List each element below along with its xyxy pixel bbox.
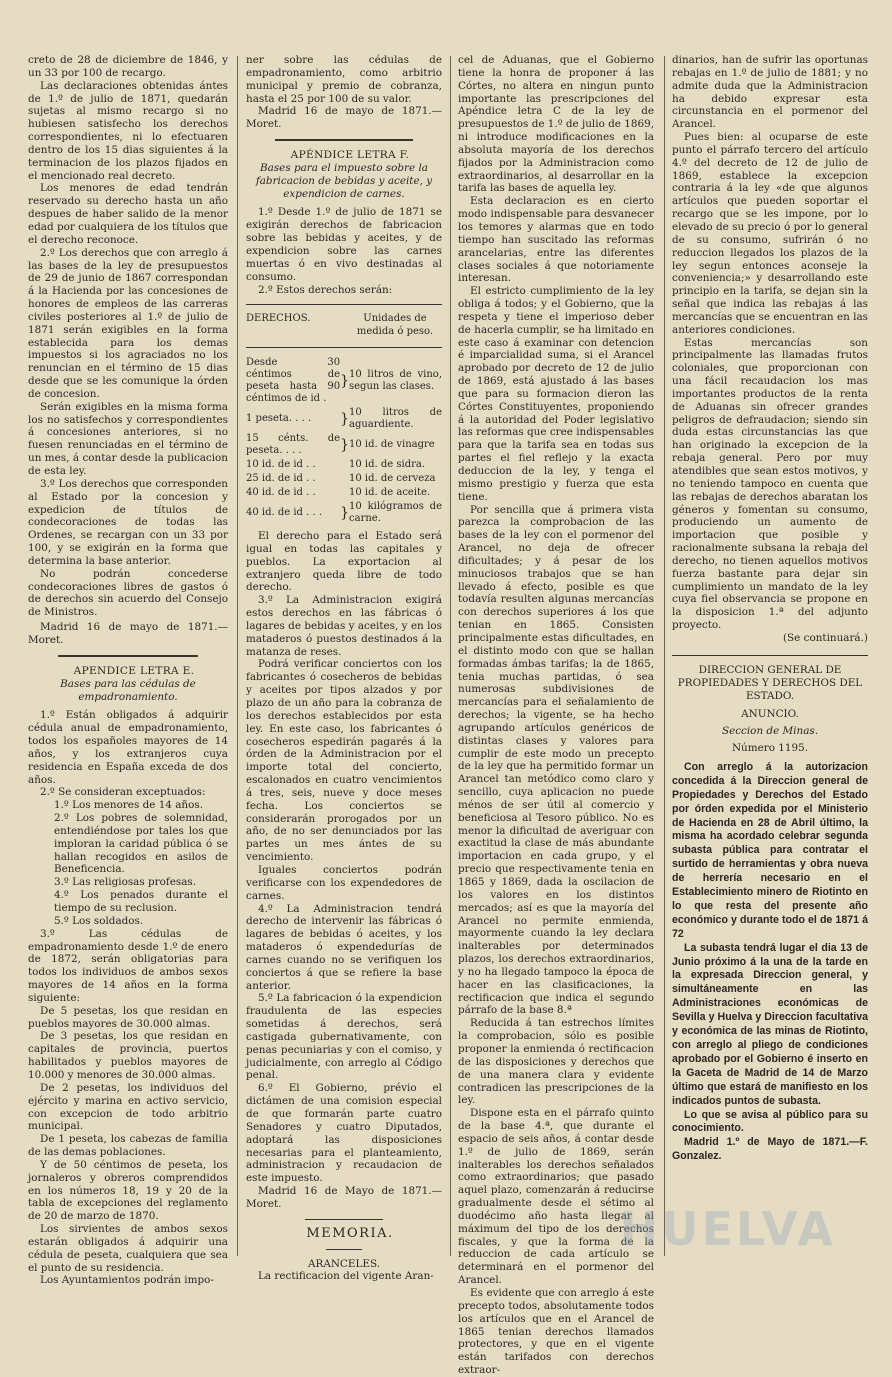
brace-glyph: }: [340, 411, 349, 428]
paragraph: De 2 pesetas, los individuos del ejército y marina en activo servicio, con excepcion de todo arbitrio municipal.: [28, 1081, 228, 1133]
table-row: [246, 500, 442, 526]
brace-glyph: }: [340, 373, 349, 390]
paragraph: 1.º Desde 1.º de julio de 1871 se exigirán derechos de fabricacion sobre las bebidas y aceites, y de expendicion sobre las carnes muertas ó en vivo destinadas al consumo.: [246, 206, 442, 283]
table-cell: Desde 30 céntimos de peseta hasta 90 céntimos de id .: [246, 357, 341, 405]
paragraph: Las declaraciones obtenidas ántes de 1.º de julio de 1871, quedarán sujetas al mismo recargo si no hubiesen satisfecho los derechos correspondientes, ni lo efectuaren dentro de los 15 dias siguientes á la terminacion de los plazos fijados en el mencionado real decreto.: [28, 79, 228, 182]
paragraph: De 1 peseta, los cabezas de familia de las demas poblaciones.: [28, 1133, 228, 1159]
table-cell: 10 id. de vinagre: [349, 439, 435, 451]
aranceles-heading: ARANCELES.: [308, 1257, 380, 1270]
appendix-subheading: Bases para las cédulas de empadronamiento.: [60, 677, 196, 703]
table-cell: 10 id. de aceite.: [349, 487, 431, 499]
section-rule: [672, 655, 868, 656]
paragraph: 6.º El Gobierno, prévio el dictámen de una comision especial de que formarán parte cuatro Senadores y cuatro Diputados, adoptará las disposiciones necesarias para el planteamiento, administracion y recaudacion de este impuesto.: [246, 1082, 442, 1185]
list-item: 3.º Las religiosas profesas.: [54, 876, 197, 889]
paragraph: dinarios, han de sufrir las oportunas rebajas en 1.º de julio de 1881; y no admite duda que la Administracion ha debido expresar esta circunstancia en el pormenor del Arancel.: [672, 54, 868, 131]
signature-line: Madrid 16 de mayo de 1871.—Moret.: [28, 621, 228, 646]
table-cell: 10 id. de id . .: [246, 459, 316, 471]
paragraph: 2.º Se consideran exceptuados:: [40, 786, 206, 799]
table-row: [246, 406, 442, 432]
section-rule: [326, 1249, 361, 1250]
brace-glyph: }: [340, 437, 349, 454]
paragraph: cel de Aduanas, que el Gobierno tiene la honra de proponer á las Córtes, no altera en ningun punto importante las prescripciones del Apéndice letra C de la ley de presupuestos de 1.º de julio de 1869, ni introduce modificaciones en la absoluta mayoría de los derechos fijados por la Administracion como extraordinarios, al desarrollar en la tarifa las bases de aquella ley.: [458, 54, 654, 195]
table-cell: 1 peseta. . . .: [246, 413, 312, 425]
table-header-unidades: Unidades de medida ó peso.: [356, 313, 434, 338]
paragraph: El estricto cumplimiento de la ley obliga á todos; y el Gobierno, que la respeta y tiene el imperioso deber de hacerla cumplir, se ha limitado en este caso á examinar con detencion é imparcialidad suma, si el Arancel aprobado por decreto de 12 de julio de 1869, está ajustado á las bases que para su formacion dieron las Córtes Constituyentes, proponiendo á la autoridad del Poder legislativo las reformas que cree indispensables para que la tarifa sea en todas sus partes el fiel reflejo y la exacta deduccion de la ley, y tenga el mismo prestigio y fuerza que esta tiene.: [458, 285, 655, 503]
paragraph: 3.º Las cédulas de empadronamiento desde 1.º de enero de 1872, serán obligatorias para todos los individuos de ambos sexos mayores de 14 años en la forma siguiente:: [28, 927, 228, 1004]
table-cell: 10 litros de aguardiente.: [349, 407, 442, 431]
paragraph: Serán exigibles en la misma forma los no satisfechos y correspondientes á concesiones anteriores, si no fuesen renunciadas en el término de un mes, á contar desde la publicacion de esta ley.: [28, 400, 228, 477]
paragraph: creto de 28 de diciembre de 1846, y un 33 por 100 de recargo.: [28, 54, 228, 79]
table-cell: 15 cénts. de peseta. . . .: [246, 433, 341, 457]
table-cell: 10 kilógramos de carne.: [349, 501, 442, 525]
table-cell: 10 litros de vino, segun las clases.: [349, 369, 442, 393]
list-item: 4.º Los penados durante el tiempo de su reclusion.: [54, 889, 228, 914]
paragraph: De 3 pesetas, los que residan en capitales de provincia, puertos habilitados y pueblos mayores de 10.000 y menores de 30.000 almas.: [28, 1030, 228, 1081]
column-2: [246, 54, 442, 1283]
column-3: [458, 54, 655, 1377]
signature-line: Madrid 16 de Mayo de 1871.—Moret.: [246, 1185, 442, 1210]
signature-line: Madrid 16 de mayo de 1871.—Moret.: [246, 105, 442, 131]
continuation-note: (Se continuará.): [783, 631, 868, 644]
paragraph: Es evidente que con arreglo á este precepto todos, absolutamente todos los artículos que en el Arancel de 1865 tenian derechos llamados protectores, y que en el vigente están tarifados con derechos extraor-: [458, 1287, 654, 1377]
column-divider: [664, 56, 665, 1256]
anuncio-heading: ANUNCIO.: [741, 708, 799, 721]
table-cell: 10 id. de sidra.: [349, 459, 426, 471]
announcement-body: [672, 761, 868, 1164]
table-rule: [246, 304, 442, 305]
paragraph: La rectificacion del vigente Aran-: [258, 1270, 434, 1283]
paragraph: Los sirvientes de ambos sexos estarán obligados á adquirir una cédula de peseta, cualquiera que sea el punto de su residencia.: [28, 1223, 228, 1274]
duties-table-header: [246, 313, 442, 339]
list-item: 5.º Los soldados.: [54, 914, 144, 927]
table-header-derechos: DERECHOS.: [246, 313, 311, 325]
paragraph: 2.º Estos derechos serán:: [258, 283, 393, 296]
seccion-heading: Seccion de Minas.: [721, 725, 819, 738]
section-rule: [275, 139, 412, 141]
paragraph: Pues bien: al ocuparse de este punto el párrafo tercero del artículo 4.º del decreto de 12 de julio de 1869, establece la excepcion contraria á la ley «de que algunos artículos que pueden soportar el recargo que se les impone, por lo elevado de su precio ó por lo general de su consumo, sufrirán ó no reduccion llegados los plazos de la ley segun entonces aconseje la conveniencia;» y desarrollando este principio en la tarifa, se dejan sin la señal que indica las rebajas á las mercancías que se encuentran en las anteriores condiciones.: [672, 131, 868, 336]
memoria-heading: MEMORIA.: [306, 1225, 394, 1241]
column-4: [672, 54, 868, 1272]
paragraph: Lo que se avisa al público para su conocimiento.: [672, 1108, 868, 1135]
paragraph: Esta declaracion es en cierto modo indispensable para desvanecer los temores y alarmas que en todo tiempo han suscitado las reformas arancelarias, entre las diferentes clases sociales á que notoriamente interesan.: [458, 195, 654, 285]
library-watermark: HUELVA: [619, 1202, 836, 1256]
paragraph: 1.º Están obligados á adquirir cédula anual de empadronamiento, todos los españoles mayores de 14 años, y los extranjeros cuya residencia en España exceda de dos años.: [28, 709, 228, 786]
column-divider: [237, 56, 238, 1256]
paragraph: No podrán concederse condecoraciones libres de gastos ó de derechos sin acuerdo del Consejo de Ministros.: [28, 567, 228, 619]
paragraph: Por sencilla que á primera vista parezca la comprobacion de las bases de la ley con el pormenor del Arancel, no deja de ofrecer dificultades; y á pesar de los minuciosos trabajos que se han llevado á efecto, posible es que todavía resulten algunas mercancías con derechos superiores á los que tenian en 1865. Consisten principalmente estas dificultades, en el distinto modo con que se hallan formadas ámbas tarifas; la de 1865, tenia muchas partidas, ó sea numerosas subdivisiones de mercancías para el señalamiento de derechos; la vigente, se ha hecho agrupando artículos genéricos de distintas clases y valores para cumplir de este modo un precepto de la ley que ha permitido formar un Arancel tan metódico como claro y sencillo, cuya aplicacion no puede ménos de ser útil al comercio y beneficiosa al Tesoro público. No es menor la dificultad de averiguar con exactitud la clase de más abundante importacion en cada grupo, y el precio que respectivamente tenia en 1865 y 1869, dada la oscilacion de los valores en los distintos mercados; así es que la mayoría del Arancel no permite enmienda, mayormente cuando la ley declara inalterables por determinados plazos, los derechos extraordinarios, y no ha llegado tampoco la época de hacer en las clasificaciones, la rectificacion que indica el segundo párrafo de la base 8.ª: [458, 503, 654, 1017]
table-cell: 25 id. de id . .: [246, 473, 316, 485]
table-row: [246, 458, 442, 472]
table-cell: 40 id. de id . .: [246, 487, 316, 499]
numero-heading: Número 1195.: [731, 742, 809, 755]
paragraph: El derecho para el Estado será igual en todas las capitales y pueblos. La exportacion al extranjero queda libre de todo derecho.: [246, 530, 442, 594]
paragraph: Dispone esta en el párrafo quinto de la base 4.ª, que durante el espacio de seis años, á contar desde 1.º de julio de 1869, serán inalterables los derechos señalados como extraordinarios; que pasado aquel plazo, comenzarán á reducirse gradualmente desde el sétimo al duodécimo año hasta llegar al máximum del tipo de los derechos fiscales, y que la forma de la reduccion de cada artículo se determinará en el pormenor del Arancel.: [458, 1107, 654, 1287]
section-rule: [58, 655, 198, 657]
duties-table: [246, 356, 442, 526]
table-row: [246, 486, 442, 500]
paragraph: Con arreglo á la autorizacion concedida á la Direccion general de Propiedades y Derechos del Estado por órden expedida por el Ministerio de Hacienda en 28 de Abril último, la misma ha acordado celebrar segunda subasta pública para contratar el surtido de herramientas y obra nueva de herrería necesario en el Establecimiento minero de Riotinto en lo que resta del presente año económico y durante todo el de 1871 á 72: [672, 760, 868, 940]
paragraph: Reducida á tan estrechos límites la comprobacion, sólo es posible proponer la enmienda ó rectificacion de las disposiciones y derechos que de una manera clara y evidente contradicen las prescripciones de la ley.: [458, 1017, 654, 1107]
paragraph: Los Ayuntamientos podrán impo-: [40, 1274, 214, 1287]
table-row: [246, 356, 442, 406]
signature-line: Madrid 1.º de Mayo de 1871.—F. Gonzalez.: [672, 1136, 868, 1163]
paragraph: 5.º La fabricacion ó la expendicion fraudulenta de las especies sometidas á derechos, será castigada gubernativamente, con penas pecuniarias y con el comiso, y judicialmente, con arreglo al Código penal.: [246, 992, 442, 1082]
paragraph: ner sobre las cédulas de empadronamiento, como arbitrio municipal y premio de cobranza, hasta el 25 por 100 de su valor.: [246, 54, 442, 105]
table-row: [246, 432, 442, 458]
paragraph: Iguales conciertos podrán verificarse con los expendedores de carnes.: [246, 863, 442, 902]
paragraph: 2.º Los derechos que con arreglo á las bases de la ley de presupuestos de 29 de junio de 1867 correspondan á la Hacienda por las concesiones de honores de empleos de las carreras civiles posteriores al 1.º de julio de 1871 serán exigibles en la forma establecida para los demas impuestos si los agraciados no los renuncian en el término de 15 dias desde que se les comunique la órden de concesion.: [28, 246, 228, 400]
list-item: 2.º Los pobres de solemnidad, entendiéndose por tales los que imploran la caridad pública ó se hallan recogidos en asilos de Beneficencia.: [54, 812, 228, 876]
paragraph: 3.º Los derechos que corresponden al Estado por la concesion y expedicion de títulos de condecoraciones de todas las Ordenes, se recargan con un 33 por 100, y se exigirán en la forma que determina la base anterior.: [28, 477, 228, 567]
paragraph: Estas mercancías son principalmente las llamadas frutos coloniales, que proporcionan con una fácil recaudacion los mas importantes productos de la renta de Aduanas sin ofrecer grandes peligros de defraudacion; siendo sin duda estas circunstancias las que han originado la excepcion de la rebaja general. Pero por muy atendibles que sean estos motivos, y no teniendo tampoco en cuenta que las rebajas de derechos abaratan los géneros y fomentan su consumo, produciendo un aumento de importacion que posible y racionalmente subsana la rebaja del derecho, no tienen aquellos motivos fuerza bastante para dejar sin cumplimiento un mandato de la ley cuya fiel observancia se propone en la disposicion 1.ª del adjunto proyecto.: [672, 336, 868, 632]
paragraph: De 5 pesetas, los que residan en pueblos mayores de 30.000 almas.: [28, 1004, 228, 1030]
table-row: [246, 472, 442, 486]
paragraph: Podrá verificar conciertos con los fabricantes ó cosecheros de bebidas y aceites por tipos alzados y por plazo de un año para la cobranza de los derechos establecidos por esta ley. En este caso, los fabricantes ó cosecheros espedirán pagarés á la órden de la Administracion por el importe total del concierto, escalonados en cuatro vencimientos á tres, seis, nueve y doce meses fecha. Los conciertos se considerarán prorogados por un año, de no ser denunciados por las partes un mes ántes de su vencimiento.: [246, 658, 442, 864]
column-1: [28, 54, 228, 1287]
table-cell: 10 id. de cerveza: [349, 473, 436, 485]
paragraph: Y de 50 céntimos de peseta, los jornaleros y obreros comprendidos en los números 18, 19 y 20 de la tabla de excepciones del reglamento de 20 de marzo de 1870.: [28, 1158, 228, 1223]
exceptions-list: [28, 799, 228, 927]
section-rule: [305, 1219, 383, 1220]
appendix-subheading: Bases para el impuesto sobre la fabricacion de bebidas y aceite, y expendicion de carnes.: [255, 161, 433, 200]
paragraph: La subasta tendrá lugar el dia 13 de Junio próximo á la una de la tarde en la expresada Direccion general, y simultáneamente en las Administraciones económicas de Sevilla y Huelva y Direccion facultativa y económica de las minas de Riotinto, con arreglo al pliego de condiciones aprobado por el Gobierno é inserto en la Gaceta de Madrid de 14 de Marzo último que estará de manifiesto en los indicados puntos de subasta.: [672, 941, 868, 1107]
appendix-heading: APENDICE LETRA E.: [73, 664, 195, 677]
appendix-heading: APÉNDICE LETRA F.: [290, 149, 410, 162]
table-cell: 40 id. de id . . .: [246, 507, 323, 519]
paragraph: Los menores de edad tendrán reservado su derecho hasta un año despues de haber salido de la menor edad por cualquiera de los títulos que el derecho reconoce.: [28, 182, 228, 246]
paragraph: 3.º La Administracion exigirá estos derechos en las fábricas ó lagares de bebidas y aceites, y en los mataderos ó puestos destinados á la matanza de reses.: [246, 594, 442, 658]
table-rule: [246, 347, 442, 348]
paragraph: 4.º La Administracion tendrá derecho de intervenir las fábricas ó lagares de bebidas ó aceites, y los mataderos ó expendedurías de carnes cuando no se verifiquen los conciertos á que se refiere la base anterior.: [246, 902, 442, 992]
direccion-heading: DIRECCION GENERAL DE PROPIEDADES Y DERECHOS DEL ESTADO.: [677, 663, 863, 702]
column-divider: [450, 56, 451, 1256]
list-item: 1.º Los menores de 14 años.: [54, 799, 204, 812]
brace-glyph: }: [340, 505, 349, 522]
